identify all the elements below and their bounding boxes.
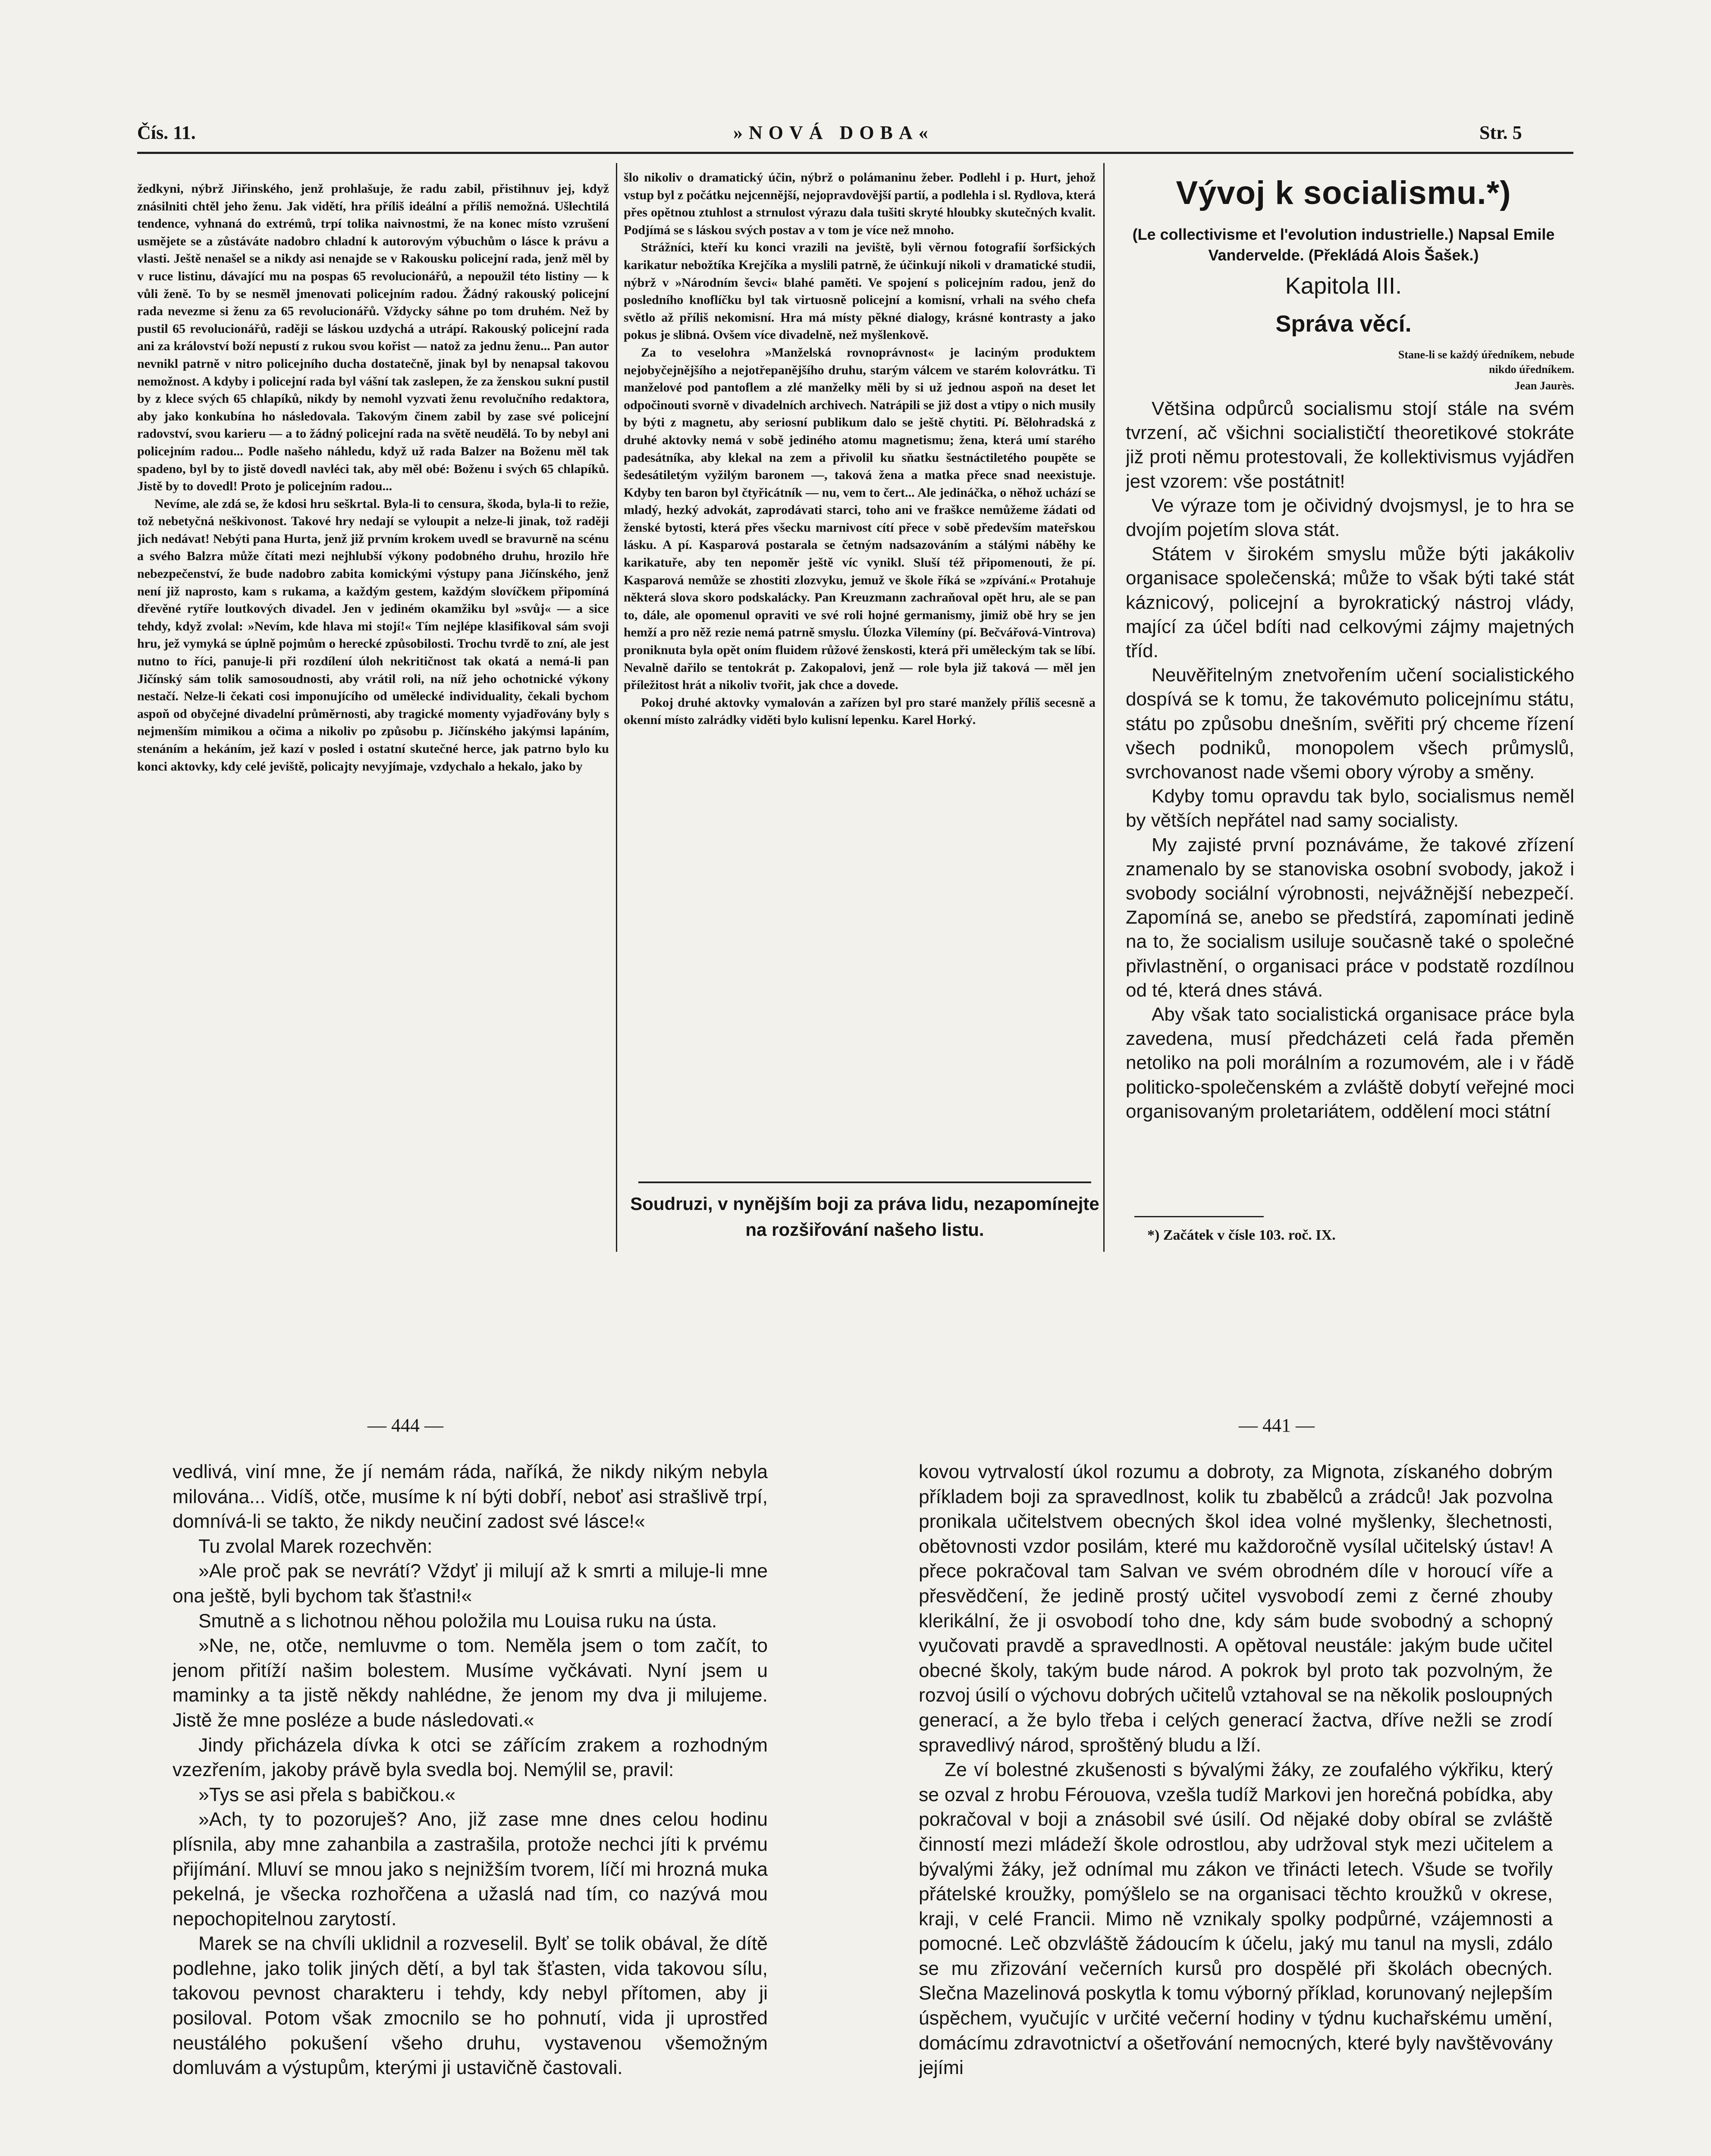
footnote-rule [1134,1216,1264,1217]
chapter-motto: Stane-li se každý úředníkem, nebude nikdo úředníkem. [1398,348,1574,376]
lower-left-paragraph-6: Jindy přicházela dívka k otci se zářícím zrakem a rozhodným vzezřením, jakoby právě byla svedla boj. Nemýlil se, pravil: [173,1734,768,1781]
lower-left-text [173,1460,768,2156]
right-paragraph-2: Ve výraze tom je očividný dvojsmysl, je to hra se dvojím pojetím slova stát. [1126,495,1574,541]
newspaper-title: »NOVÁ DOBA« [733,122,934,143]
middle-paragraph-4: Pokoj druhé aktovky vymalován a zařízen byl pro staré manžely příliš secesně a okenní místo zalrádky viděti bylo kulisní lepenku. Karel Horký. [624,695,1096,727]
middle-paragraph-3: Za to veselohra »Manželská rovnoprávnost« je laciným produktem nejobyčejnějšího a nejotřepanějšího druhu, starým válcem ve starém kolovrátku. Ti manželové pod pantoflem a zlé manželky měli by si už jednou aspoň na deset let odpočinouti svorně v divadelních archivech. Natrápili se již dost a vtipy o nich musily by býti z magnetu, aby seriosní publikum dalo se ještě chytiti. Pí. Bělohradská z druhé aktovky nemá v sobě jediného atomu magnetismu; žena, která umí starého padesátníka, aby klekal na zem a přivolil ku sňatku šestnáctiletého poupěte se šedesátiletým vyžilým baronem —, taková žena a matka přece snad neexistuje. Kdyby ten baron byl čtyřicátník — nu, vem to čert... Ale jedináčka, o něhož uchází se mladý, hezký advokát, zaprodávati starci, toho ani ve fraškce nemůžeme žádati od ženské bytosti, která přes všecku marnivost cítí přece v sobě především mateřskou lásku. A pí. Kasparová postarala se četným nadsazováním a stálými náběhy ke karikatuře, aby ten nepoměr ještě víc vynikl. Sluší též připomenouti, že pí. Kasparová nemůže se zhostiti zlozvyku, jemuž ve škole říká se »zpívání.« Protahuje některá slova skoro podskalácky. Pan Kreuzmann zachraňoval opět hru, ale se pan to, dále, ale opomenul opraviti ve své roli hojné germanismy, jimiž obě hry se jen hemží a pro něž rezie nemá patrně smyslu. Úlozka Vilemíny (pí. Bečvářová-Vintrova) proniknuta byla opět oním fluidem růžové ženskosti, která při uměleckým tak se líbí. Nevalně dařilo se tentokrát p. Zakopalovi, jenž — role byla již taková — měl jen příležitost hrát a nikoliv tvořit, jak chce a dovede. [624,345,1096,693]
lower-right-page-number: — 441 — [1239,1415,1315,1436]
left-paragraph-1: žedkyni, nýbrž Jiřinského, jenž prohlašuje, že radu zabil, přistihnuv jej, když znásilniti chtěl jeho ženu. Jak vidětí, hra příliš ideální a příliš nemožná. Ušlechtilá tendence, vyhnaná do extrémů, trpí tolika naivnostmi, že na konec místo vzrušení usmějete se a zůstáváte nadobro chladní k autorovým výbuchům o lásce k právu a vlasti. Ještě nenašel se a nikdy asi nenajde se v Rakousku policejní rada, jenž měl by v ruce listinu, dávající mu na pospas 65 revolucionářů, a nepoužil této listiny — k vůli ženě. To by se nesměl jmenovati policejním radou. Žádný rakouský policejní rada nevezme si ženu za 65 revolucionářů. Vždycky sáhne po tom druhém. Než by pustil 65 revolucionářů, raději se láskou uzdychá a utrápí. Rakouský policejní rada ani za království boží nepustí z rukou svou kořist — natož za jednu ženu... Pan autor nevnikl patrně v nitro policejního ducha dostatečně, jinak byl by nenapsal takovou nemožnost. A kdyby i policejní rada byl vášní tak zaslepen, že za ženskou sukní pustil by z klece svých 65 chlapíků, nikdy by nemohl vyzvati ženu revolučního redaktora, aby jako konkubína ho následovala. Takovým činem zabil by zase své policejní radovství, svou karieru — a to žádný policejní rada na světě neudělá. To by nebyl ani policejním radou... Podle našeho náhledu, když už rada Balzer na Boženu měl tak spadeno, byl by to jistě dovedl navléci tak, aby měl obé: Boženu i svých 65 chlapíků. Jistě by to dovedl! Proto je policejním radou... [137,182,609,494]
article-headline: Vývoj k socialismu.*) [1176,175,1511,211]
lower-left-paragraph-7: »Tys se asi přela s babičkou.« [198,1784,456,1805]
subscription-appeal: Soudruzi, v nynějším boji za práva lidu, nezapomínejte na rozšiřování našeho listu. [630,1194,1099,1240]
lower-left-paragraph-4: Smutně a s lichotnou něhou položila mu Louisa ruku na ústa. [198,1610,717,1632]
middle-paragraph-2: Strážníci, kteří ku konci vrazili na jeviště, byli věrnou fotografií šorfšických karikatur nebožtíka Krejčíka a myslili patrně, že účinkují nikoli v dramatické studii, nýbrž v »Národním ševci« blahé paměti. Ve spojení s policejním radou, jenž do posledního knoflíčku byl tak virtuosně policejní a komisní, vrhali na svého chefa světlo až příliš nekomisní. Hra má místy pěkné dialogy, krásné kontrasty a jako pokus je slibná. Ovšem více divadelně, než myšlenkově. [624,240,1096,342]
motto-author: Jean Jaurès. [1514,379,1574,392]
middle-paragraph-1: šlo nikoliv o dramatický účin, nýbrž o polámaninu žeber. Podlehl i p. Hurt, jehož vstup byl z počátku nejcennější, nejopravdovější partií, a podlehla i sl. Rydlova, která přes opětnou ztuhlost a strnulost výrazu dala tušiti skryté hloubky skutečných kvalit. Podjímá se s láskou svých postav a v tom je více než mnoho. [624,170,1096,237]
right-paragraph-4: Neuvěřitelným znetvořením učení socialistického dospívá se k tomu, že takovémuto policejnímu státu, státu po způsobu dnešním, svěřiti prý chceme řízení všech podniků, monopolem všech průmyslů, svrchovanost nade všemi obory výroby a směny. [1126,664,1574,783]
article-subtitle: (Le collectivisme et l'evolution industrielle.) Napsal Emile Vandervelde. (Překládá Alois Šašek.) [1132,226,1555,264]
chapter-number: Kapitola III. [1285,273,1402,299]
issue-number: Čís. 11. [137,122,196,143]
page-label: Str. 5 [1479,122,1522,143]
left-column-article [137,180,609,1250]
right-paragraph-6: My zajisté první poznáváme, že takové zřízení znamenalo by se stanoviska osobní svobody, jakož i svobody sociální výrobnosti, nejvážnější nebezpečí. Zapomíná se, anebo se předstírá, zapomínati jedině na to, že socialism usiluje současně také o společné přivlastnění, o organisaci práce v podstatě rozdílnou od té, která dnes stává. [1126,834,1574,1001]
column-divider-right [1103,163,1105,1252]
lower-left-page-number: — 444 — [367,1415,443,1436]
lower-left-paragraph-8: »Ach, ty to pozoruješ? Ano, již zase mne dnes celou hodinu plísnila, aby mne zahanbila a zastrašila, protože nechci jíti k prvému přijímání. Mluví se mnou jako s nejnižším tvorem, líčí mi hrozná muka pekelná, je všecka rozhořčena a užaslá nad tím, co nazývá mou nepochopitelnou zarytostí. [173,1809,768,1930]
header-rule [137,152,1573,154]
lower-left-paragraph-3: »Ale proč pak se nevrátí? Vždyť ji milují až k smrti a miluje-li mne ona ještě, byli bychom tak šťastni!« [173,1561,768,1607]
lower-right-paragraph-2: Ze ví bolestné zkušenosti s bývalými žáky, ze zoufalého výkřiku, který se ozval z hrobu Férouova, vzešla tudíž Markovi jen horečná pobídka, aby pokračoval v boji a znásobil své úsilí. Od nějaké doby obíral se zvláště činností mezi mládeží škole odrostlou, aby udržoval styk mezi učitelem a bývalými žáky, jež odnímal mu zákon ve třinácti letech. Všude se tvořily přátelské kroužky, pomýšlelo se na organisaci těchto kroužků v okrese, kraji, v celé Francii. Mimo ně vznikaly spolky podpůrné, vzájemnosti a pomocné. Leč obzvláště žádoucím k účelu, jaký mu tanul na mysli, zdálo se mu zřizování večerních kursů pro dospělé při školách obecných. Slečna Mazelinová poskytla k tomu výborný příklad, korunovaný nejlepším úspěchem, vyučujíc v určité večerní hodiny v týdnu kuchařskému umění, domácímu zdravotnictví a ošetřování nemocných, které byly navštěvovány jejími [919,1759,1553,2079]
lower-left-paragraph-9: Marek se na chvíli uklidnil a rozveselil. Bylť se tolik obával, že dítě podlehne, jako tolik jiných dětí, a byl tak šťasten, vida takovou sílu, takovou pevnost charakteru i tehdy, kdy nebyl přítomen, aby ji posiloval. Potom však zmocnilo se ho pohnutí, vida ji uprostřed neustálého pokušení všeho druhu, vystavenou všemožným domluvám a výstupům, kterými ji ustavičně častovali. [173,1933,768,2079]
chapter-title: Správa věcí. [1275,311,1412,337]
right-paragraph-3: Státem v širokém smyslu může býti jakákoliv organisace společenská; může to však býti také stát káznicový, policejní a byrokratický nástroj vlády, mající za účel bdíti nad celkovými zájmy majetných tříd. [1126,543,1574,662]
right-paragraph-5: Kdyby tomu opravdu tak bylo, socialismus neměl by větších nepřátel nad samy socialisty. [1126,786,1574,831]
lower-right-paragraph-1: kovou vytrvalostí úkol rozumu a dobroty, za Mignota, získaného dobrým příkladem boji za spravedlnost, kolik tu zbabělců a zrádců! Jak pozvolna pronikala učitelstvem obecných škol idea volné myšlenky, šlechetnosti, obětovnosti vzdor posilám, které mu každoročně vysílal učitelský ústav! A přece pokračoval tam Salvan ve svém obrodném díle v horoucí víře a přesvědčení, že jedině prostý učitel vysvobodí zemi z černé zhouby klerikální, že ji osvobodí toho dne, kdy sám bude svobodný a schopný vyučovati pravdě a spravedlnosti. A opětoval neustále: jakým bude učitel obecné školy, takým bude národ. A pokrok byl proto tak pozvolným, že rozvoj úsilí o výchovu dobrých učitelů vztahoval se na několik posloupných generací, a že bylo třeba i celých generací žactva, dříve nežli se zrodí spravedlivý národ, sproštěný bludu a lží. [919,1461,1553,1756]
right-column-article [1126,397,1574,1216]
appeal-top-rule [638,1181,1091,1183]
right-paragraph-1: Většina odpůrců socialismu stojí stále na svém tvrzení, ač všichni socialističtí theoretikové stokráte již proti němu protestovali, že kollektivismus vyjádřen jest vzorem: vše postátnit! [1126,398,1574,492]
lower-left-paragraph-5: »Ne, ne, otče, nemluvme o tom. Neměla jsem o tom začít, to jenom přitíží našim bolestem. Musíme vyčkávati. Nyní jsem u maminky a ta jistě někdy nahlédne, že jenom my dva ji milujeme. Jistě že mne posléze a bude následovati.« [173,1635,768,1731]
footnote: *) Začátek v čísle 103. roč. IX. [1147,1227,1336,1243]
column-divider-left [616,163,617,1252]
right-paragraph-7: Aby však tato socialistická organisace práce byla zavedena, musí předcházeti celá řada přeměn netoliko na poli morálním a rozumovém, ale i v řádě politicko-společenském a zvláště dobytí veřejné moci organisovaným proletariátem, oddělení moci státní [1126,1004,1574,1122]
middle-column-article [624,169,1096,1161]
lower-left-paragraph-2: Tu zvolal Marek rozechvěn: [198,1536,433,1557]
left-paragraph-2: Nevíme, ale zdá se, že kdosi hru seškrtal. Byla-li to censura, škoda, byla-li to režie, tož nebetyčná neškivonost. Takové hry nedají se vyloupit a nelze-li jinak, tož raději jich nedávat! Nebýti pana Hurta, jenž již prvním krokem uvedl se bravurně na scénu a svého Balzra může čítati mezi nejhlubší výkony podobného druhu, hrozilo hře nebezpečenství, že bude nadobro zabita komickými výstupy pana Jičínského, jenž není již naprosto, kam s rukama, a každým gestem, každým slovíčkem připomíná dřevěné rytíře loutkových divadel. Jen v jediném okamžiku byl »svůj« — a sice tehdy, když zvolal: »Nevím, kde hlava mi stojí!« Tím nejlépe klasifikoval sám svoji hru, jež vymyká se úplně pojmům o herecké způsobilosti. Trochu tvrdě to zní, ale jest nutno to říci, panuje-li při rozdílení úloh nekritičnost tak okatá a nemá-li pan Jičínský sám tolik samosoudnosti, aby vrátil roli, na níž jeho ochotnické výkony nestačí. Nelze-li čekati cosi imponujícího od umělecké individuality, čekali bychom aspoň od obyčejné divadelní průměrnosti, aby tragické momenty vyjadřovány byly s nejmenším mimikou a očima a nikoliv po způsobu p. Jičínského jakýmsi lapáním, stenáním a hekáním, jež kazí v posled i ostatní skutečné herce, jak patrno bylo ku konci aktovky, kdy celé jeviště, policajty nevyjímaje, vzdychalo a hekalo, jako by [137,496,609,774]
lower-left-paragraph-1: vedlivá, viní mne, že jí nemám ráda, naříká, že nikdy nikým nebyla milována... Vidíš, otče, musíme k ní býti dobří, neboť asi strašlivě trpí, domnívá-li se takto, že nikdy neučiní zadost své lásce!« [173,1461,768,1532]
lower-right-text [919,1460,1553,2156]
